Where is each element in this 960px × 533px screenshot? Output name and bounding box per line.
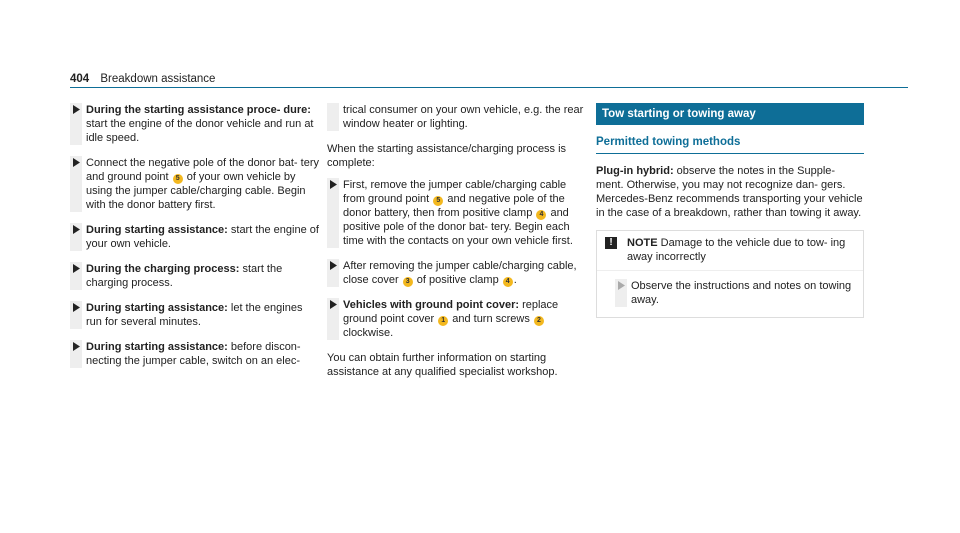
arrow-icon xyxy=(70,225,82,235)
notice-step xyxy=(615,279,857,307)
step-continuation: trical consumer on your own vehicle, e.g. the rear window heater or lighting. xyxy=(327,103,587,131)
step-text: Connect the negative pole of the donor bat- tery and ground point xyxy=(86,157,319,183)
step xyxy=(70,301,320,329)
step-text: start the charging process. xyxy=(86,263,283,289)
column-right xyxy=(596,103,864,318)
outro-paragraph: You can obtain further information on starting assistance at any qualified specialist workshop. xyxy=(327,352,558,378)
step-lead: During starting assistance: xyxy=(86,224,228,236)
step xyxy=(70,103,320,145)
step-text: and positive pole of the donor bat- tery. Begin each time with the contacts on your own vehicle first. xyxy=(343,207,573,247)
step xyxy=(70,262,320,290)
page-number: 404 xyxy=(70,73,90,85)
step xyxy=(70,223,320,251)
notice-text: Damage to the vehicle due to tow- ing away incorrectly xyxy=(627,237,846,263)
step-text: of your own vehicle by using the jumper cable/charging cable. Begin with the donor battery first. xyxy=(86,171,306,211)
callout-badge: 3 xyxy=(403,277,413,287)
arrow-icon xyxy=(615,281,627,290)
step-text: let the engines run for several minutes. xyxy=(86,302,303,328)
paragraph-text: observe the notes in the Supple- ment. Otherwise, you may not recognize dan- gers. xyxy=(596,165,846,191)
column-left xyxy=(70,103,320,379)
paragraph-lead: Plug-in hybrid: xyxy=(596,165,674,177)
paragraph xyxy=(596,164,864,192)
paragraph: Mercedes-Benz recommends transporting your vehicle in the case of a breakdown, rather than towing it away. xyxy=(596,193,863,219)
step-text: before discon- necting the jumper cable, switch on an elec- xyxy=(86,341,301,367)
callout-badge: 1 xyxy=(438,316,448,326)
arrow-icon xyxy=(70,303,82,313)
step-text: start the engine of the donor vehicle and run at idle speed. xyxy=(86,118,314,144)
arrow-icon xyxy=(327,261,339,271)
callout-badge: 4 xyxy=(536,210,546,220)
step-lead: During the charging process: xyxy=(86,263,240,275)
step xyxy=(70,156,320,212)
notice-box xyxy=(596,230,864,318)
step-text: replace ground point cover xyxy=(343,299,559,325)
arrow-icon xyxy=(327,300,339,310)
step-text: of positive clamp xyxy=(413,274,502,286)
subsection-heading: Permitted towing methods xyxy=(596,135,864,154)
notice-label: NOTE xyxy=(627,237,658,249)
arrow-icon xyxy=(70,342,82,352)
callout-badge: 2 xyxy=(534,316,544,326)
step-text: . xyxy=(513,274,517,286)
page-header xyxy=(70,72,215,86)
step-text: clockwise. xyxy=(343,327,394,339)
arrow-icon xyxy=(70,105,82,115)
step-lead: Vehicles with ground point cover: xyxy=(343,299,520,311)
callout-badge: 5 xyxy=(433,196,443,206)
step-text: First, remove the jumper cable/charging cable from ground point xyxy=(343,179,567,205)
section-name: Breakdown assistance xyxy=(100,73,216,85)
step-text: Observe the instructions and notes on towing away. xyxy=(631,280,852,306)
notice-header xyxy=(597,231,863,271)
callout-badge: 5 xyxy=(173,174,183,184)
step xyxy=(327,298,587,340)
warning-icon: ! xyxy=(605,237,617,249)
step-lead: During the starting assistance proce- dure: xyxy=(86,104,311,116)
step-text: and turn screws xyxy=(449,313,533,325)
arrow-icon xyxy=(327,180,339,190)
column-middle xyxy=(327,103,587,379)
arrow-icon xyxy=(70,158,82,168)
step-lead: During starting assistance: xyxy=(86,302,228,314)
step-text: and negative pole of the donor battery, then from positive clamp xyxy=(343,193,565,219)
step xyxy=(327,178,587,248)
step-text: After removing the jumper cable/charging cable, close cover xyxy=(343,260,577,286)
section-heading: Tow starting or towing away xyxy=(596,103,864,125)
callout-badge: 4 xyxy=(503,277,513,287)
step-lead: During starting assistance: xyxy=(86,341,228,353)
header-divider xyxy=(70,87,908,88)
intro-paragraph: When the starting assistance/charging process is complete: xyxy=(327,143,567,169)
step xyxy=(70,340,320,368)
arrow-icon xyxy=(70,264,82,274)
step-text: start the engine of your own vehicle. xyxy=(86,224,319,250)
step xyxy=(327,259,587,287)
